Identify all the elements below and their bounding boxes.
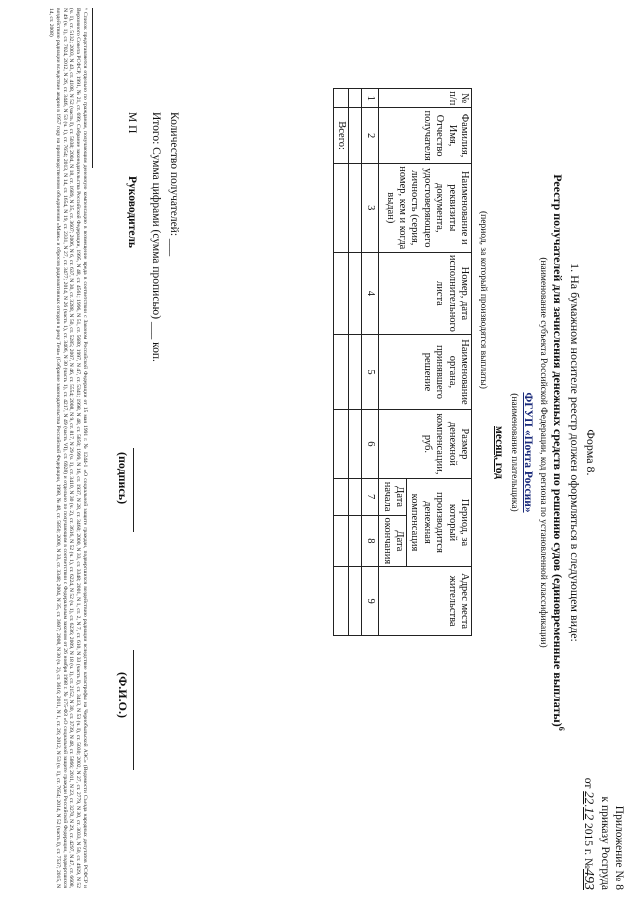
period-caption: (период, за который производятся выплаты) (478, 211, 488, 389)
head-label: Руководитель (126, 176, 138, 248)
table-cell (349, 89, 362, 108)
handwritten-month: 12 (582, 807, 598, 821)
column-number: 3 (362, 163, 379, 252)
appendix-number: Приложение № 8 (613, 805, 625, 890)
header-cell-amount: Размер денежной компенсации, руб. (379, 410, 472, 479)
column-number: 4 (362, 252, 379, 334)
footnote-text: ⁶ Список представляется отдельно по гражданам, получающим денежную компенсацию в возмещение вреда в соответствии с Законом Российской Федерации от 15 мая 1991 г. № 1244-1 «О социальной защите граждан, подвергшихся воздействию радиации вследствие катастрофы на Чернобыльской АЭС» (Ведомости Съезда народных депутатов РСФСР и Верховного Совета РСФСР, 1991, № 21, ст. 699; Собрание законодательства Российской Федерации, 1995, N 48, ст. 4561; 1996, N 51, ст. 5680; 1997, N 47, ст. 5341; 1998, N 48, ст. 5850; 1999, N 16, ст. 1937, N 28, ст. 3460; 2000, N 33, ст. 3348; 2001, N 1, ст. 2, N 7, ст. 610, N 33 (часть I), ст. 3413, N 53 (ч. I), ст. 5030; 2002, N 27, ст. 2779, N 30, ст. 3033, N 50, ст. 4929, N 52 (ч. 1), ст. 5132; 2003, N 43, ст. 4108, N 52 (часть I), ст. 5038; 2004, N 18, ст. 1689, N 35, ст. 3607; 2006, N 6, ст. 637, N 30, ст. 3288, N 50, ст. 5285; 2007, N 46, ст. 5554; 2008, N 9, ст. 817, N 29 (ч. 1), ст. 3410, N 30 (ч. 2), ст. 3616, N 52 (ч. 1), ст. 6224, N 52 (ч. 1), ст. 6236; 2009, N 18 (ч. 1), ст. 2152, N 30, ст. 3739, N 48, ст. 5866; 2011, N 23, ст. 3270, N 29, ст. 4297, N 47, ст. 6608, N 49 (ч. 1), ст. 7024, 2012, N 26, ст. 3446, N 53 (ч. 1), ст. 7654; 2013, N 14, ст. 1654, N 19, ст. 2331, N 27, ст. 3477; 2014, N 26 (часть 1), ст. 3406, N 30 (часть 1), ст. 4217, N 49 (часть VI), ст. 6928) и отдельно по получающим в соответствии с Федеральным законом от 26 ноября 1998 г. № 175-ФЗ «О социальной защите граждан Российской Федерации, подвергшихся воздействию радиации вследствие аварии в 1957 году на производственном объединении «Маяк» и сбросов радиоактивных отходов в реку Теча» (Собрание законодательства Российской Федерации, 1998, № 48, ст. 5850; 2000, N 33, ст. 3348; 2004, N 35, ст. 3607; 2008, N 30 (ч. 2), ст. 3616; 2011, N 1, ст. 26; 2012, N 53 (ч. 1), ст. 7654; 2014, N 52 (часть I), ст. 7537; 2015, N 14, ст. 2008) (47, 8, 88, 888)
header-cell-period: Период, за который производится денежная компенсация (407, 478, 472, 567)
mp-label: М П (126, 112, 138, 134)
table-cell (349, 567, 362, 636)
date-prefix: от (582, 777, 595, 789)
column-number: 6 (362, 410, 379, 479)
total-label: Всего: (333, 108, 348, 163)
date-year: 2015 г. № (582, 822, 595, 869)
table-cell (333, 515, 348, 567)
table-cell (349, 410, 362, 479)
table-cell (349, 515, 362, 567)
recipients-count: Количество получателей: ___ (168, 112, 180, 257)
column-number: 7 (362, 478, 379, 515)
column-number: 1 (362, 89, 379, 108)
column-number: 5 (362, 334, 379, 409)
form-label: Форма 8. (584, 429, 598, 476)
section-title: 1. На бумажном носителе реестр должен оформляться в следующем виде: (568, 263, 582, 642)
table-cell (349, 252, 362, 334)
column-number-row (362, 89, 379, 636)
name-line (133, 650, 134, 770)
footnote-divider (92, 8, 93, 168)
subject-caption: (наименование субъекта Российской Федерации, код региона по установленной классификации) (538, 257, 548, 648)
registry-title (550, 0, 566, 905)
handwritten-day: 22 (582, 791, 598, 805)
payer-caption: (наименование плательщика) (509, 393, 519, 512)
column-number: 2 (362, 108, 379, 163)
table-cell (333, 410, 348, 479)
column-number: 8 (362, 515, 379, 567)
header-cell-fio: Фамилия, Имя, Отчество получателя (379, 108, 472, 163)
registry-title-text: Реестр получателей для зачисления денежных средств по решению судов (единовременные выплаты) (551, 174, 565, 727)
header-cell-end-date: Дата окончания (379, 515, 407, 567)
recipients-table (333, 88, 472, 636)
table-cell (349, 163, 362, 252)
table-row (349, 89, 362, 636)
handwritten-order-number: 493 (581, 869, 597, 890)
header-cell-start-date: Дата начала (379, 478, 407, 515)
header-cell-address: Адрес места жительства (379, 567, 472, 636)
table-cell (349, 108, 362, 163)
table-cell (349, 478, 362, 515)
payer-name: ФГУП «Почта России» (522, 392, 534, 513)
table-cell (333, 567, 348, 636)
column-number: 9 (362, 567, 379, 636)
header-cell-writ: Номер, дата исполнительного листа (379, 252, 472, 334)
footnote-mark: 6 (557, 726, 566, 731)
signature-line (133, 448, 134, 532)
total-sum: Итого: Сумма цифрами (сумма прописью) ___ коп. (150, 112, 162, 362)
period-value: месяц, год (493, 426, 505, 479)
table-header-row (407, 89, 472, 636)
table-cell (333, 252, 348, 334)
total-row (333, 89, 348, 636)
name-caption: (Ф.И.О.) (116, 672, 130, 718)
signature-caption: (подпись) (116, 452, 130, 505)
header-cell-number: № п/п (379, 89, 472, 108)
table-cell (333, 334, 348, 409)
table-cell (333, 89, 348, 108)
header-cell-authority: Наименование органа, принявшего решение (379, 334, 472, 409)
table-cell (333, 163, 348, 252)
header-cell-id-document: Наименование и реквизиты документа, удостоверяющего личность (серия, номер, кем и когда выдан) (379, 163, 472, 252)
table-cell (333, 478, 348, 515)
order-reference: к приказу Росгруда (598, 796, 611, 890)
order-date-line: от 22.12 2015 г. №493 (581, 777, 598, 890)
table-cell (349, 334, 362, 409)
